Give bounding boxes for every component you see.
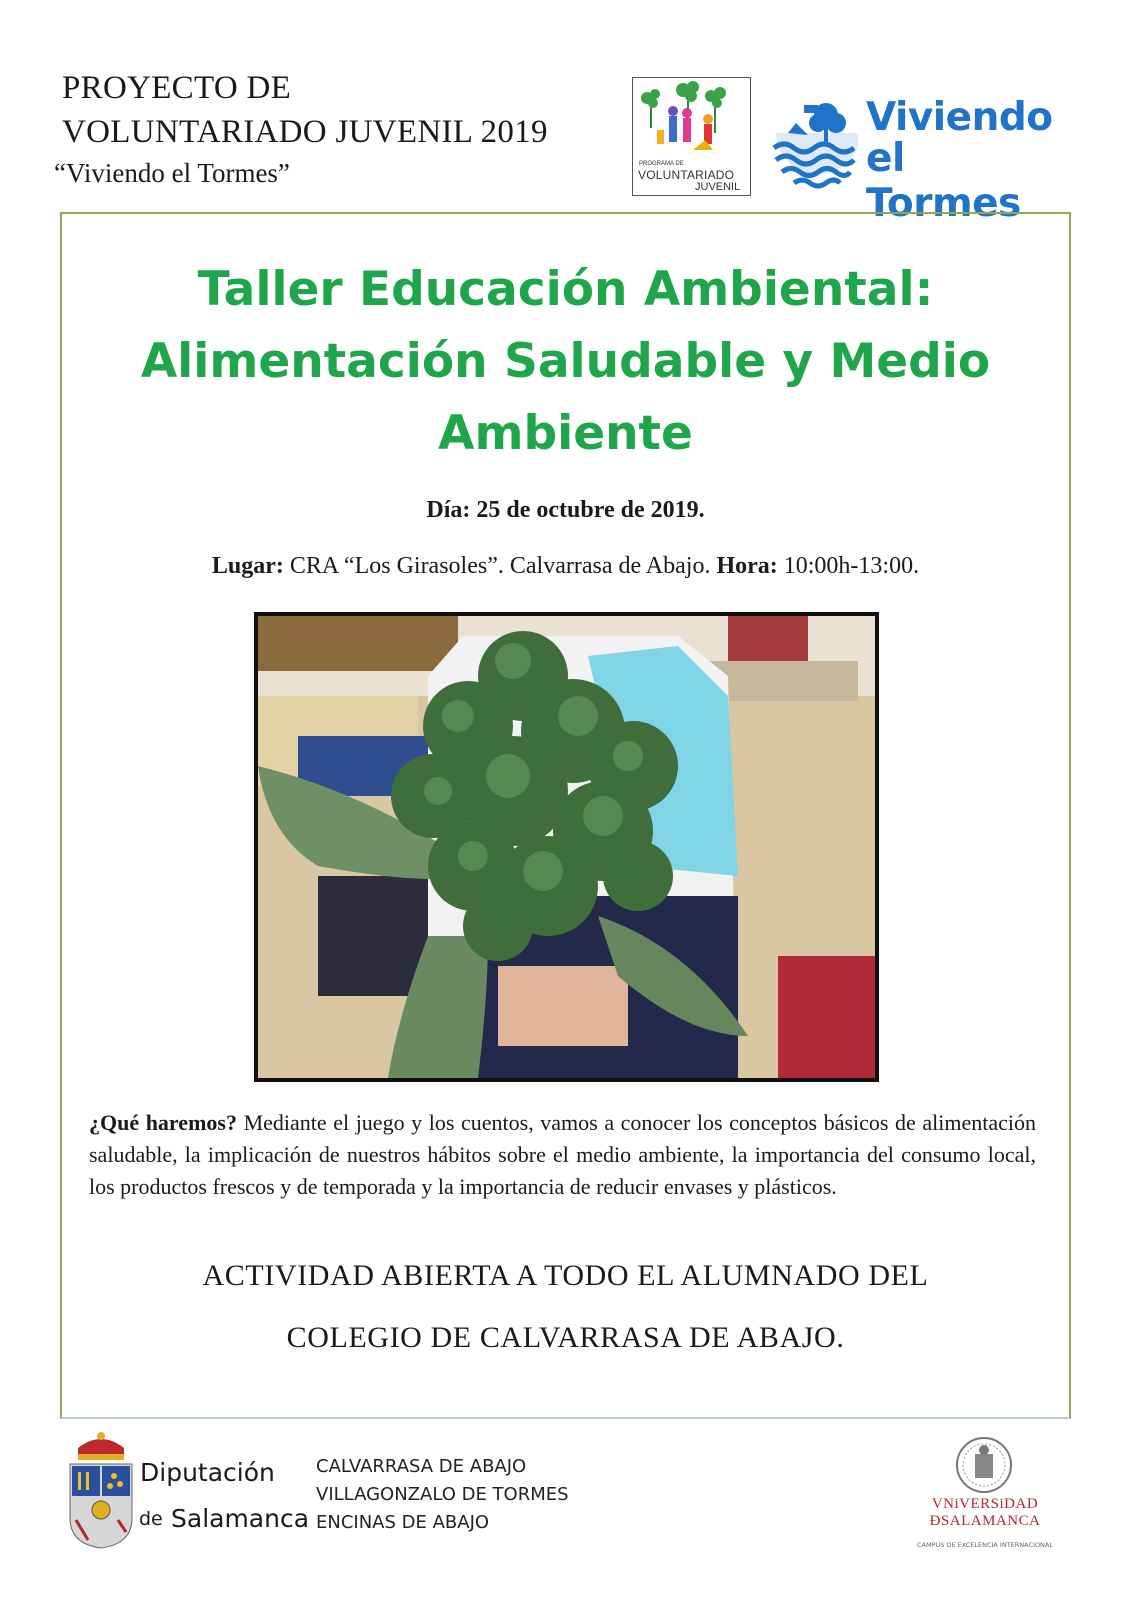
workshop-title-line1: Taller Educación Ambiental: xyxy=(197,262,934,317)
town-name: ENCINAS DE ABAJO xyxy=(316,1512,490,1533)
voluntariado-logo-text-2: VOLUNTARIADO xyxy=(638,168,735,182)
workshop-title-line2: Alimentación Saludable y Medio xyxy=(140,334,991,389)
description-text: Mediante el juego y los cuentos, vamos a conocer los conceptos básicos de alimentación saludable, la implicación de nuestros hábitos sobre el medio ambiente, la importancia del consumo local, los productos frescos y de temporada y la importancia de reducir envases y plásticos. xyxy=(89,1110,1037,1199)
diputacion-shield-icon xyxy=(68,1428,134,1550)
time-label: Hora: xyxy=(716,553,778,579)
voluntariado-juvenil-logo xyxy=(632,77,751,196)
description-label: ¿Qué haremos? xyxy=(89,1110,237,1135)
town-name: VILLAGONZALO DE TORMES xyxy=(316,1484,569,1505)
date-label: Día: xyxy=(426,497,471,523)
university-name-line1: VNiVERSiDAD xyxy=(931,1496,1039,1512)
university-seal-icon xyxy=(955,1436,1013,1494)
project-title-line2: VOLUNTARIADO JUVENIL 2019 xyxy=(62,114,548,150)
place-value: CRA “Los Girasoles”. Calvarrasa de Abajo. xyxy=(289,553,711,579)
description-paragraph xyxy=(89,1107,1036,1203)
voluntariado-logo-text-3: JUVENIL xyxy=(695,181,741,193)
diputacion-name-de: de xyxy=(139,1508,163,1530)
date-value: 25 de octubre de 2019. xyxy=(476,497,705,523)
project-title-line1: PROYECTO DE xyxy=(62,70,292,106)
place-label: Lugar: xyxy=(211,553,284,579)
diputacion-name-line1: Diputación xyxy=(140,1458,275,1487)
river-tree-icon xyxy=(768,93,863,193)
university-tagline: CAMPUS DE EXCELENCIA INTERNACIONAL xyxy=(916,1541,1053,1549)
place-line xyxy=(60,553,1071,580)
broccoli-photo xyxy=(254,612,879,1082)
diputacion-name-line2: Salamanca xyxy=(171,1504,310,1533)
callout-line2: COLEGIO DE CALVARRASA DE ABAJO. xyxy=(286,1321,845,1354)
time-value: 10:00h-13:00. xyxy=(783,553,920,579)
callout-line1: ACTIVIDAD ABIERTA A TODO EL ALUMNADO DEL xyxy=(202,1259,929,1292)
viviendo-el-tormes-logo xyxy=(768,93,1063,226)
date-line xyxy=(60,497,1071,524)
workshop-title-line3: Ambiente xyxy=(438,406,693,461)
viviendo-logo-line1: Viviendo xyxy=(866,95,1053,140)
project-subtitle: “Viviendo el Tormes” xyxy=(54,158,290,188)
town-name: CALVARRASA DE ABAJO xyxy=(316,1456,527,1477)
voluntariado-logo-text-1: PROGRAMA DE xyxy=(639,161,684,167)
viviendo-logo-line2: el Tormes xyxy=(866,136,1021,226)
broccoli-image xyxy=(258,616,875,1078)
university-name-line2: ÐSALAMANCA xyxy=(929,1513,1041,1529)
